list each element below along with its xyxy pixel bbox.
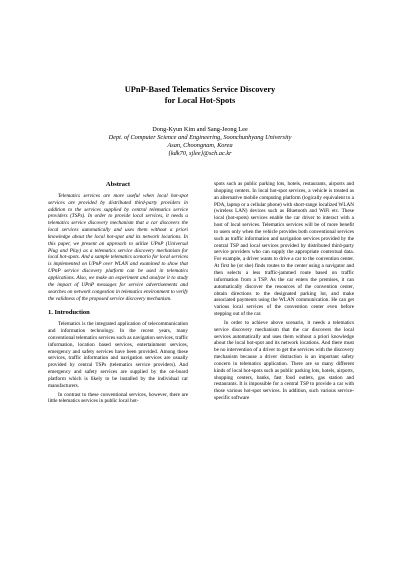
introduction-paragraph-1: Telematics is the integrated application of telecommunication and information technology. In the recent years, many conventional telematics services such as navigation services, traffic information, location based services, entertainment services, emergency and safety services have been provided. Among these services, traffic information and navigation services are usually provided by central TSPs (telematics service providers). And emergency and safety services are supplied by the on-board platform which is likely to be installed by the individual car manufacturers. xyxy=(48,321,188,389)
left-column xyxy=(48,182,188,405)
right-column xyxy=(214,181,354,402)
abstract-text: Telematics services are more useful when local hot-spot services are provided by distributed third-party providers in addition to the services supplied by central telematics service providers (TSPs). In order to provide local services, it needs a telematics service discovery mechanism that a car discovers the local services automatically and uses them without a priori knowledge about the local hot-spot and its network locations. In this paper, we present an approach to utilize UPnP (Universal Plug and Play) as a telematics service discovery mechanism for local hot-spots. And a sample telematics scenario for local services is implemented on UPnP over WLAN and examined to show that UPnP service discovery platform can be used in telematics applications. Also, we make an experiment and analyze it to study the impact of UPnP messages for service advertisements and searches on network congestion in telematics environment to verify the validness of the proposed service discovery mechanism. xyxy=(48,192,188,302)
author-email: {kdk70, sjlee}@sch.ac.kr xyxy=(168,150,232,157)
right-column-paragraph-1: spots such as public parking lots, hotels, restaurants, airports and shopping centers. In local hot-spot services, a vehicle is treated as an alternative mobile computing platform (logically equivalent to a PDA, laptop or a cellular phone) with short-range localized WLAN (wireless LAN) devices such as Bluetooth and WiFi etc. These local (hot-spots) services enable the car driver to interact with a host of local services. Telematics services will be of more benefit to users only when the vehicle provides both conventional services such as traffic information and navigation services provided by the central TSP and local services provided by distributed third-party service providers who can supply the appropriate contextual data. For example, a driver wants to drive a car to the convention center. At first he (or she) finds routes to the center using a navigator and then selects a less traffic-jammed route based on traffic information from a TSP. As the car enters the premises, it can automatically discover the resources of the convention center, obtain directions to the designated parking lot, and make associated payments using the WLAN communication. He can get various local services of the convention center even before stepping out of the car. xyxy=(214,181,354,318)
introduction-paragraph-2: In contrast to these conventional services, however, there are little telematics services in public local hot- xyxy=(48,391,188,405)
author-names: Dong-Kyun Kim and Sang-Jeong Lee xyxy=(152,126,248,133)
title-line-1: UPnP-Based Telematics Service Discovery xyxy=(124,85,276,94)
abstract-heading: Abstract xyxy=(105,181,131,188)
title-line-2: for Local Hot-Spots xyxy=(164,96,236,105)
right-column-paragraph-2: In order to achieve above scenario, it needs a telematics service discovery mechanism that the car discovers the local services automatically and uses them without a priori knowledge about the local hot-spot and its network locations. And there must be no intervention of a driver to get the services with the discovery mechanism because a driver distraction is an important safety concern in telematics application. There are so many different kinds of local hot-spots such as public parking lots, hotels, airports, shopping centers, banks, fast food outlets, gas station and restaurants. It is impossible for a central TSP to provide a car with those various hot-spot services. In addition, such various service-specific software xyxy=(214,319,354,402)
introduction-heading: 1. Introduction xyxy=(48,309,90,317)
author-department: Dept. of Computer Science and Engineering, Soonchunhyang University xyxy=(108,134,292,141)
author-location: Asan, Choongnam, Korea xyxy=(167,142,233,149)
